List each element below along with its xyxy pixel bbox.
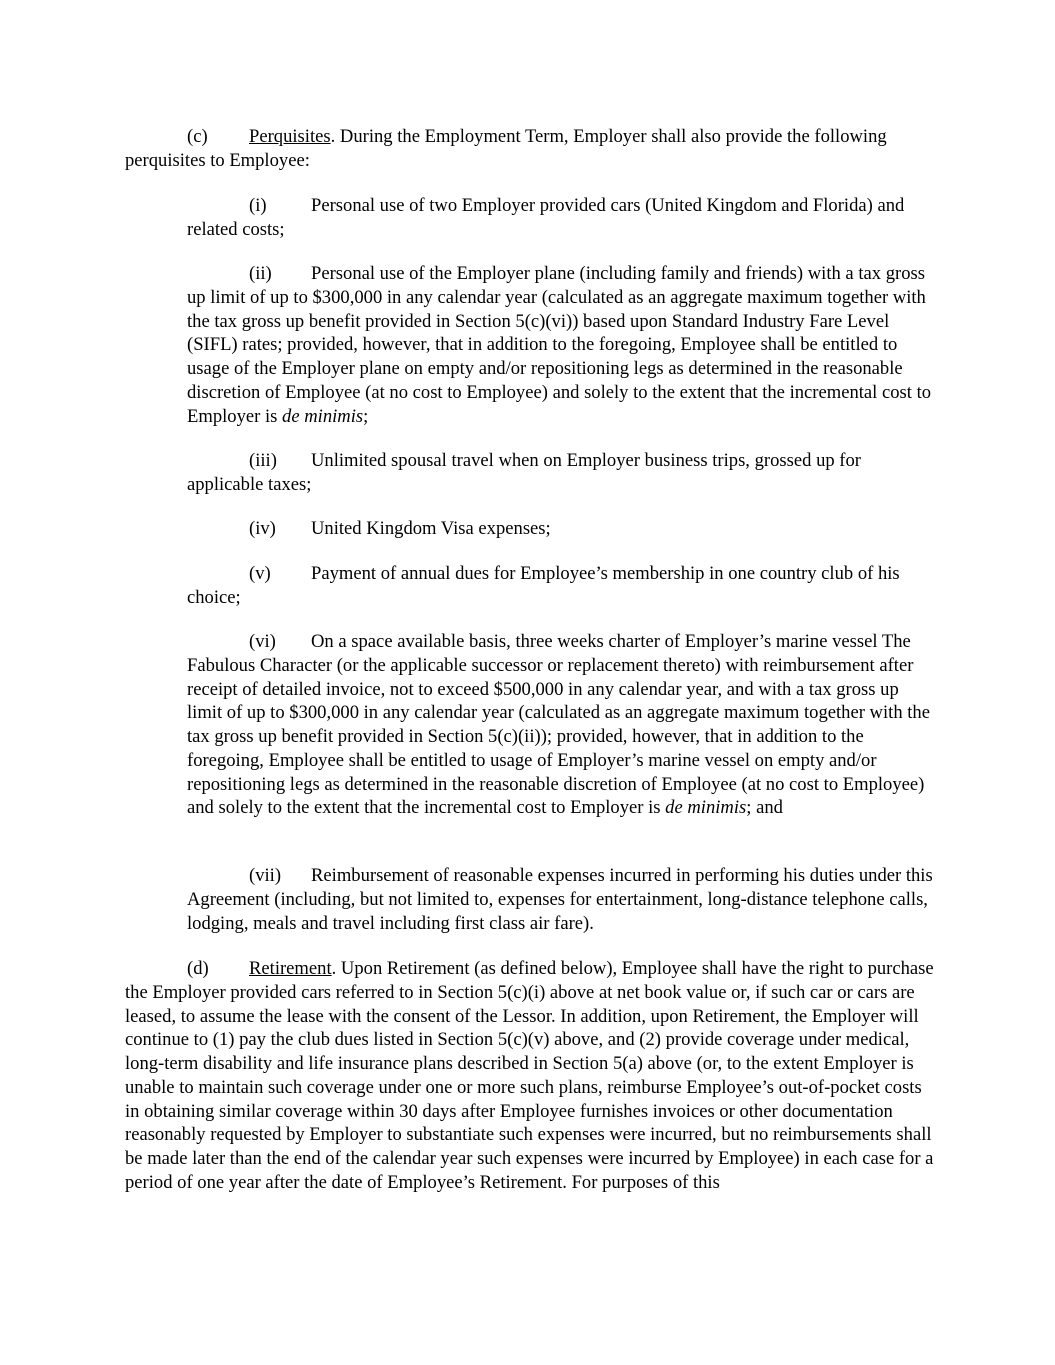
paragraph-c <box>125 125 935 173</box>
paragraph-d <box>125 957 935 1195</box>
paragraph-d-heading: Retirement <box>249 958 332 979</box>
item-vi-number: (vi) <box>249 631 276 652</box>
item-i-text: Personal use of two Employer provided cars (United Kingdom and Florida) and related costs; <box>187 195 905 240</box>
item-vi-tail: ; and <box>746 797 783 819</box>
item-vi-text: On a space available basis, three weeks charter of Employer’s marine vessel The Fabulous Character (or the applicable successor or replacement thereto) with reimbursement after receipt of detailed invoice, not to exceed $500,000 in any calendar year, and with a tax gross up limit of up to $300,000 in any calendar year (calculated as an aggregate maximum together with the tax gross up benefit provided in Section 5(c)(ii)); provided, however, that in addition to the foregoing, Employee shall be entitled to usage of Employer’s marine vessel on empty and/or repositioning legs as determined in the reasonable discretion of Employee (at no cost to Employee) and solely to the extent that the incremental cost to Employer is <box>187 631 930 819</box>
item-i-number: (i) <box>249 195 267 216</box>
paragraph-c-number: (c) <box>187 126 208 147</box>
item-iv-number: (iv) <box>249 518 276 539</box>
item-iii <box>187 449 937 497</box>
item-iii-number: (iii) <box>249 450 277 471</box>
item-ii <box>187 262 937 428</box>
item-iv <box>187 517 937 541</box>
item-ii-text: Personal use of the Employer plane (including family and friends) with a tax gross up limit of up to $300,000 in any calendar year (calculated as an aggregate maximum together with the tax gross up benefit provided in Section 5(c)(vi)) based upon Standard Industry Fare Level (SIFL) rates; provided, however, that in addition to the foregoing, Employee shall be entitled to usage of the Employer plane on empty and/or repositioning legs as determined in the reasonable discretion of Employee (at no cost to Employee) and solely to the extent that the incremental cost to Employer is <box>187 263 932 427</box>
item-vii-text: Reimbursement of reasonable expenses incurred in performing his duties under this Agreement (including, but not limited to, expenses for entertainment, long-distance telephone calls, lodging, meals and travel including first class air fare). <box>187 865 933 934</box>
paragraph-d-text: . Upon Retirement (as defined below), Employee shall have the right to purchase the Employer provided cars referred to in Section 5(c)(i) above at net book value or, if such car or cars are leased, to assume the lease with the consent of the Lessor. In addition, upon Retirement, the Employer will continue to (1) pay the club dues listed in Section 5(c)(v) above, and (2) provide coverage under medical, long-term disability and life insurance plans described in Section 5(a) above (or, to the extent Employer is unable to maintain such coverage under one or more such plans, reimburse Employee’s out-of-pocket costs in obtaining similar coverage within 30 days after Employee furnishes invoices or other documentation reasonably requested by Employer to substantiate such expenses were incurred, but no reimbursements shall be made later than the end of the calendar year such expenses were incurred by Employee) in each case for a period of one year after the date of Employee’s Retirement. For purposes of this <box>125 958 934 1193</box>
item-v-number: (v) <box>249 563 271 584</box>
item-i <box>187 194 937 242</box>
paragraph-c-heading: Perquisites <box>249 126 331 147</box>
item-ii-number: (ii) <box>249 263 272 284</box>
item-ii-italic: de minimis <box>282 405 364 427</box>
item-v-text: Payment of annual dues for Employee’s membership in one country club of his choice; <box>187 563 900 608</box>
paragraph-d-number: (d) <box>187 958 209 979</box>
item-ii-tail: ; <box>363 405 369 427</box>
item-iii-text: Unlimited spousal travel when on Employer business trips, grossed up for applicable taxes; <box>187 450 861 495</box>
item-vii <box>187 864 937 935</box>
item-v <box>187 562 937 610</box>
item-iv-text: United Kingdom Visa expenses; <box>311 518 551 539</box>
item-vi-italic: de minimis <box>665 797 747 819</box>
item-vi <box>187 630 937 820</box>
item-vii-number: (vii) <box>249 865 282 886</box>
paragraph-c-text: . During the Employment Term, Employer shall also provide the following perquisites to Employee: <box>125 126 887 171</box>
